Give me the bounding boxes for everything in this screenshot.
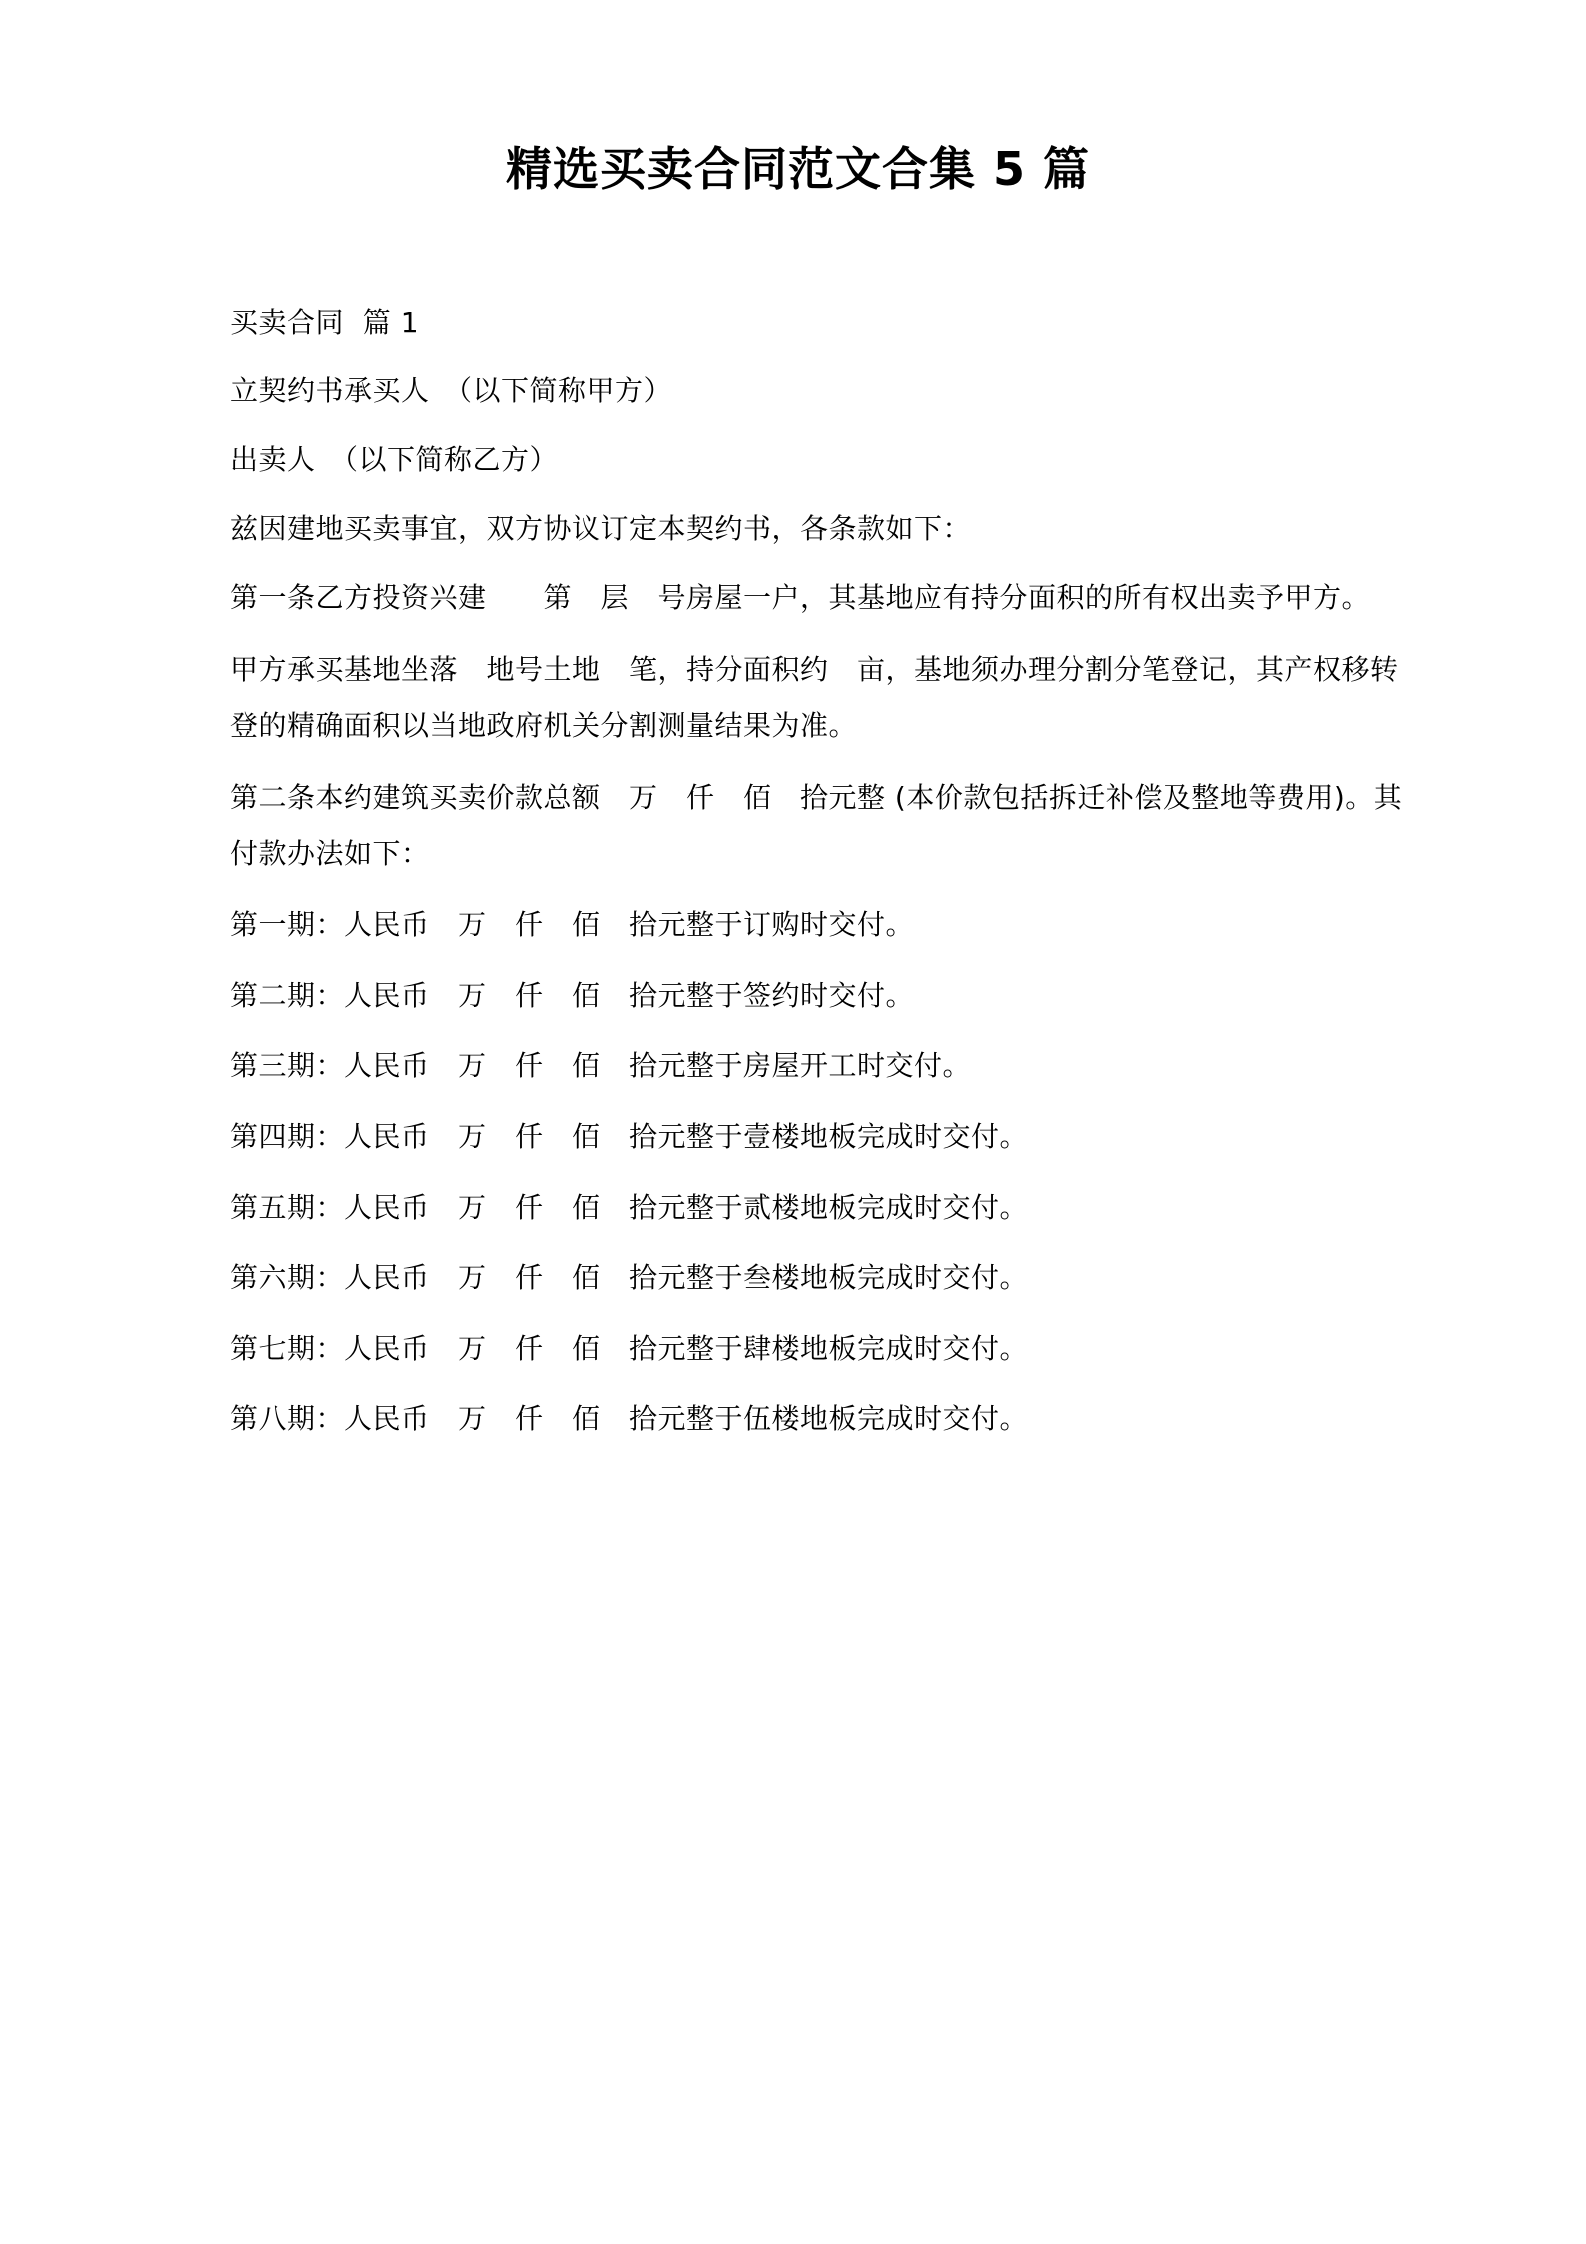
paragraph-installment-3: 第三期：人民币 万 仟 佰 拾元整于房屋开工时交付。 bbox=[230, 1049, 972, 1083]
paragraph-installment-5: 第五期：人民币 万 仟 佰 拾元整于贰楼地板完成时交付。 bbox=[230, 1190, 1029, 1224]
paragraph-buyer-line: 立契约书承买人 （以下简称甲方） bbox=[230, 374, 673, 408]
paragraph-installment-2: 第二期：人民币 万 仟 佰 拾元整于签约时交付。 bbox=[230, 978, 915, 1012]
paragraph-installment-7: 第七期：人民币 万 仟 佰 拾元整于肆楼地板完成时交付。 bbox=[230, 1331, 1029, 1365]
paragraph-article-two: 第二条本约建筑买卖价款总额 万 仟 佰 拾元整 (本价款包括拆迁补偿及整地等费用)。其付款办法如下： bbox=[230, 781, 1403, 871]
paragraph-section-heading: 买卖合同 篇 1 bbox=[230, 305, 420, 339]
paragraph-installment-1: 第一期：人民币 万 仟 佰 拾元整于订购时交付。 bbox=[230, 908, 915, 942]
paragraph-land-description: 甲方承买基地坐落 地号土地 笔，持分面积约 亩，基地须办理分割分笔登记，其产权移转登的精确面积以当地政府机关分割测量结果为准。 bbox=[230, 653, 1399, 743]
paragraph-article-one: 第一条乙方投资兴建 第 层 号房屋一户，其基地应有持分面积的所有权出卖予甲方。 bbox=[230, 581, 1371, 615]
page-title: 精选买卖合同范文合集 5 篇 bbox=[505, 142, 1091, 196]
paragraph-preamble: 兹因建地买卖事宜，双方协议订定本契约书，各条款如下： bbox=[230, 511, 972, 545]
paragraph-installment-8: 第八期：人民币 万 仟 佰 拾元整于伍楼地板完成时交付。 bbox=[230, 1402, 1029, 1436]
document-body bbox=[230, 296, 1426, 1447]
paragraph-installment-6: 第六期：人民币 万 仟 佰 拾元整于叁楼地板完成时交付。 bbox=[230, 1261, 1029, 1295]
paragraph-seller-line: 出卖人 （以下简称乙方） bbox=[230, 442, 559, 476]
paragraph-installment-4: 第四期：人民币 万 仟 佰 拾元整于壹楼地板完成时交付。 bbox=[230, 1119, 1029, 1153]
